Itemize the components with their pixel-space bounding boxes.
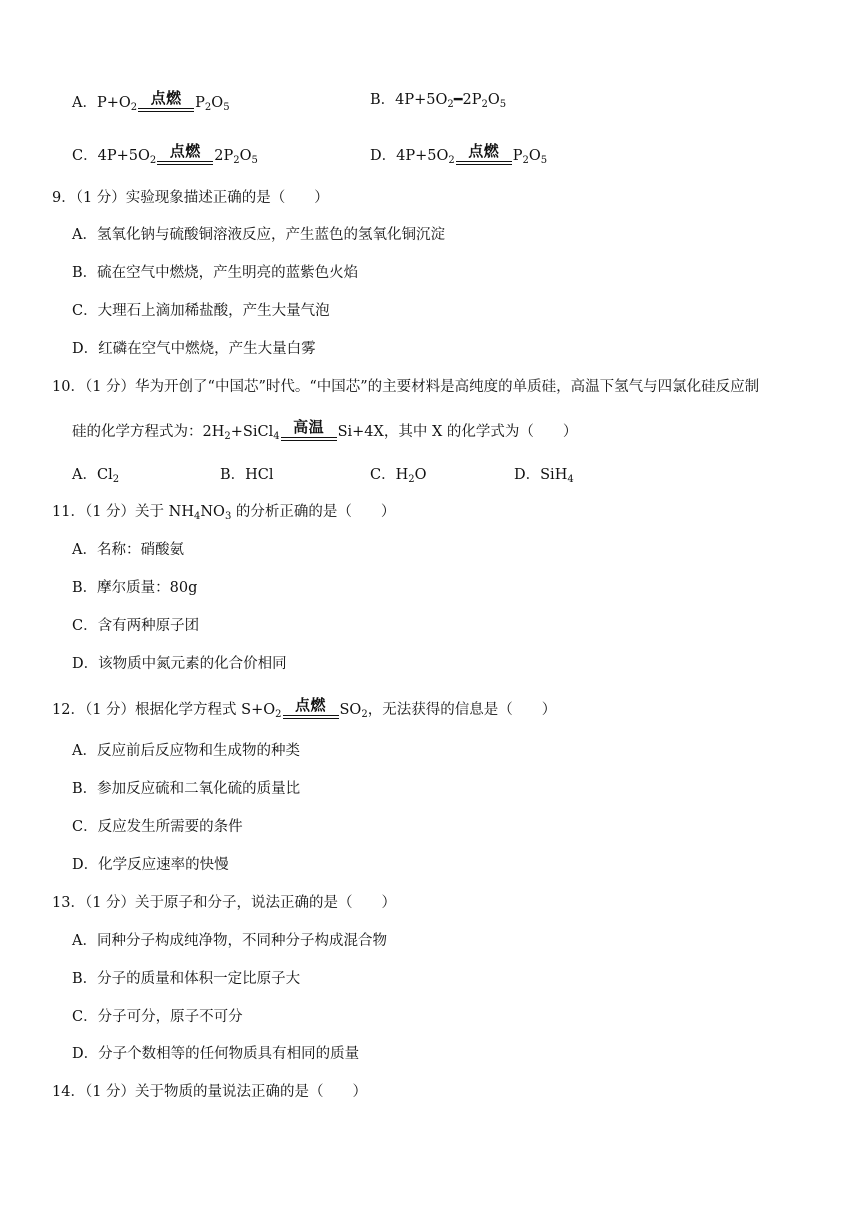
reaction-arrow: ━ <box>453 92 463 108</box>
q11-option-b: B．摩尔质量：80g <box>72 580 198 596</box>
q13-option-c: C．分子可分，原子不可分 <box>72 1009 243 1025</box>
q11-stem: 11．（1 分）关于 $NH_4NO_3$ 的分析正确的是（ ） <box>52 504 396 522</box>
q13-option-a: A．同种分子构成纯净物，不同种分子构成混合物 <box>72 933 387 949</box>
reaction-condition: 高温 <box>281 419 337 441</box>
q10-option-a: A．$Cl_2$ <box>72 467 120 485</box>
q10-option-b: B．HCl <box>220 467 274 483</box>
q8-option-c: C．$4P+5O_2$ 点燃 $2P_2O_5$ <box>72 142 258 166</box>
q10-option-c: C．$H_2O$ <box>370 467 427 485</box>
equals-sign <box>456 161 512 165</box>
q14-stem: 14．（1 分）关于物质的量说法正确的是（ ） <box>52 1084 368 1100</box>
q13-stem: 13．（1 分）关于原子和分子，说法正确的是（ ） <box>52 895 397 911</box>
q8-option-a: A．$P+O_2$ 点燃 $P_2O_5$ <box>72 89 230 113</box>
q13-option-d: D．分子个数相等的任何物质具有相同的质量 <box>72 1046 360 1062</box>
q9-option-a: A．氢氧化钠与硫酸铜溶液反应，产生蓝色的氢氧化铜沉淀 <box>72 227 445 243</box>
reaction-condition: 点燃 <box>456 143 512 165</box>
q12-option-b: B．参加反应硫和二氧化硫的质量比 <box>72 781 301 797</box>
q10-stem-line1: 10．（1 分）华为开创了“中国芯”时代。“中国芯”的主要材料是高纯度的单质硅，高温下氢气与四氯化硅反应制 <box>52 379 760 395</box>
equals-sign <box>157 161 213 165</box>
equals-sign <box>283 715 339 719</box>
q12-option-c: C．反应发生所需要的条件 <box>72 819 243 835</box>
q8-option-d: D．$4P+5O_2$ 点燃 $P_2O_5$ <box>370 142 548 166</box>
reaction-condition: 点燃 <box>157 143 213 165</box>
q11-option-a: A．名称：硝酸氨 <box>72 542 184 558</box>
q9-option-b: B．硫在空气中燃烧，产生明亮的蓝紫色火焰 <box>72 265 359 281</box>
reaction-condition: 点燃 <box>138 90 194 112</box>
equals-sign <box>281 437 337 441</box>
equals-sign <box>138 108 194 112</box>
q9-stem: 9．（1 分）实验现象描述正确的是（ ） <box>52 190 329 206</box>
q12-option-a: A．反应前后反应物和生成物的种类 <box>72 743 300 759</box>
q10-option-d: D．SiH$_4$ <box>514 467 574 485</box>
q11-option-c: C．含有两种原子团 <box>72 618 200 634</box>
q10-stem-line2: 硅的化学方程式为：$2H_2+SiCl_4$ 高温 Si+4X，其中 X 的化学式为（ ） <box>72 418 578 442</box>
q13-option-b: B．分子的质量和体积一定比原子大 <box>72 971 301 987</box>
q11-option-d: D．该物质中氮元素的化合价相同 <box>72 656 287 672</box>
q8-option-b: B．$4P+5O_2━2P_2O_5$ <box>370 92 507 110</box>
q12-option-d: D．化学反应速率的快慢 <box>72 857 229 873</box>
reaction-condition: 点燃 <box>283 697 339 719</box>
q9-option-d: D．红磷在空气中燃烧，产生大量白雾 <box>72 341 316 357</box>
q12-stem: 12．（1 分）根据化学方程式 $S+O_2$ 点燃 $SO_2$，无法获得的信息是（ ） <box>52 696 557 720</box>
q9-option-c: C．大理石上滴加稀盐酸，产生大量气泡 <box>72 303 330 319</box>
